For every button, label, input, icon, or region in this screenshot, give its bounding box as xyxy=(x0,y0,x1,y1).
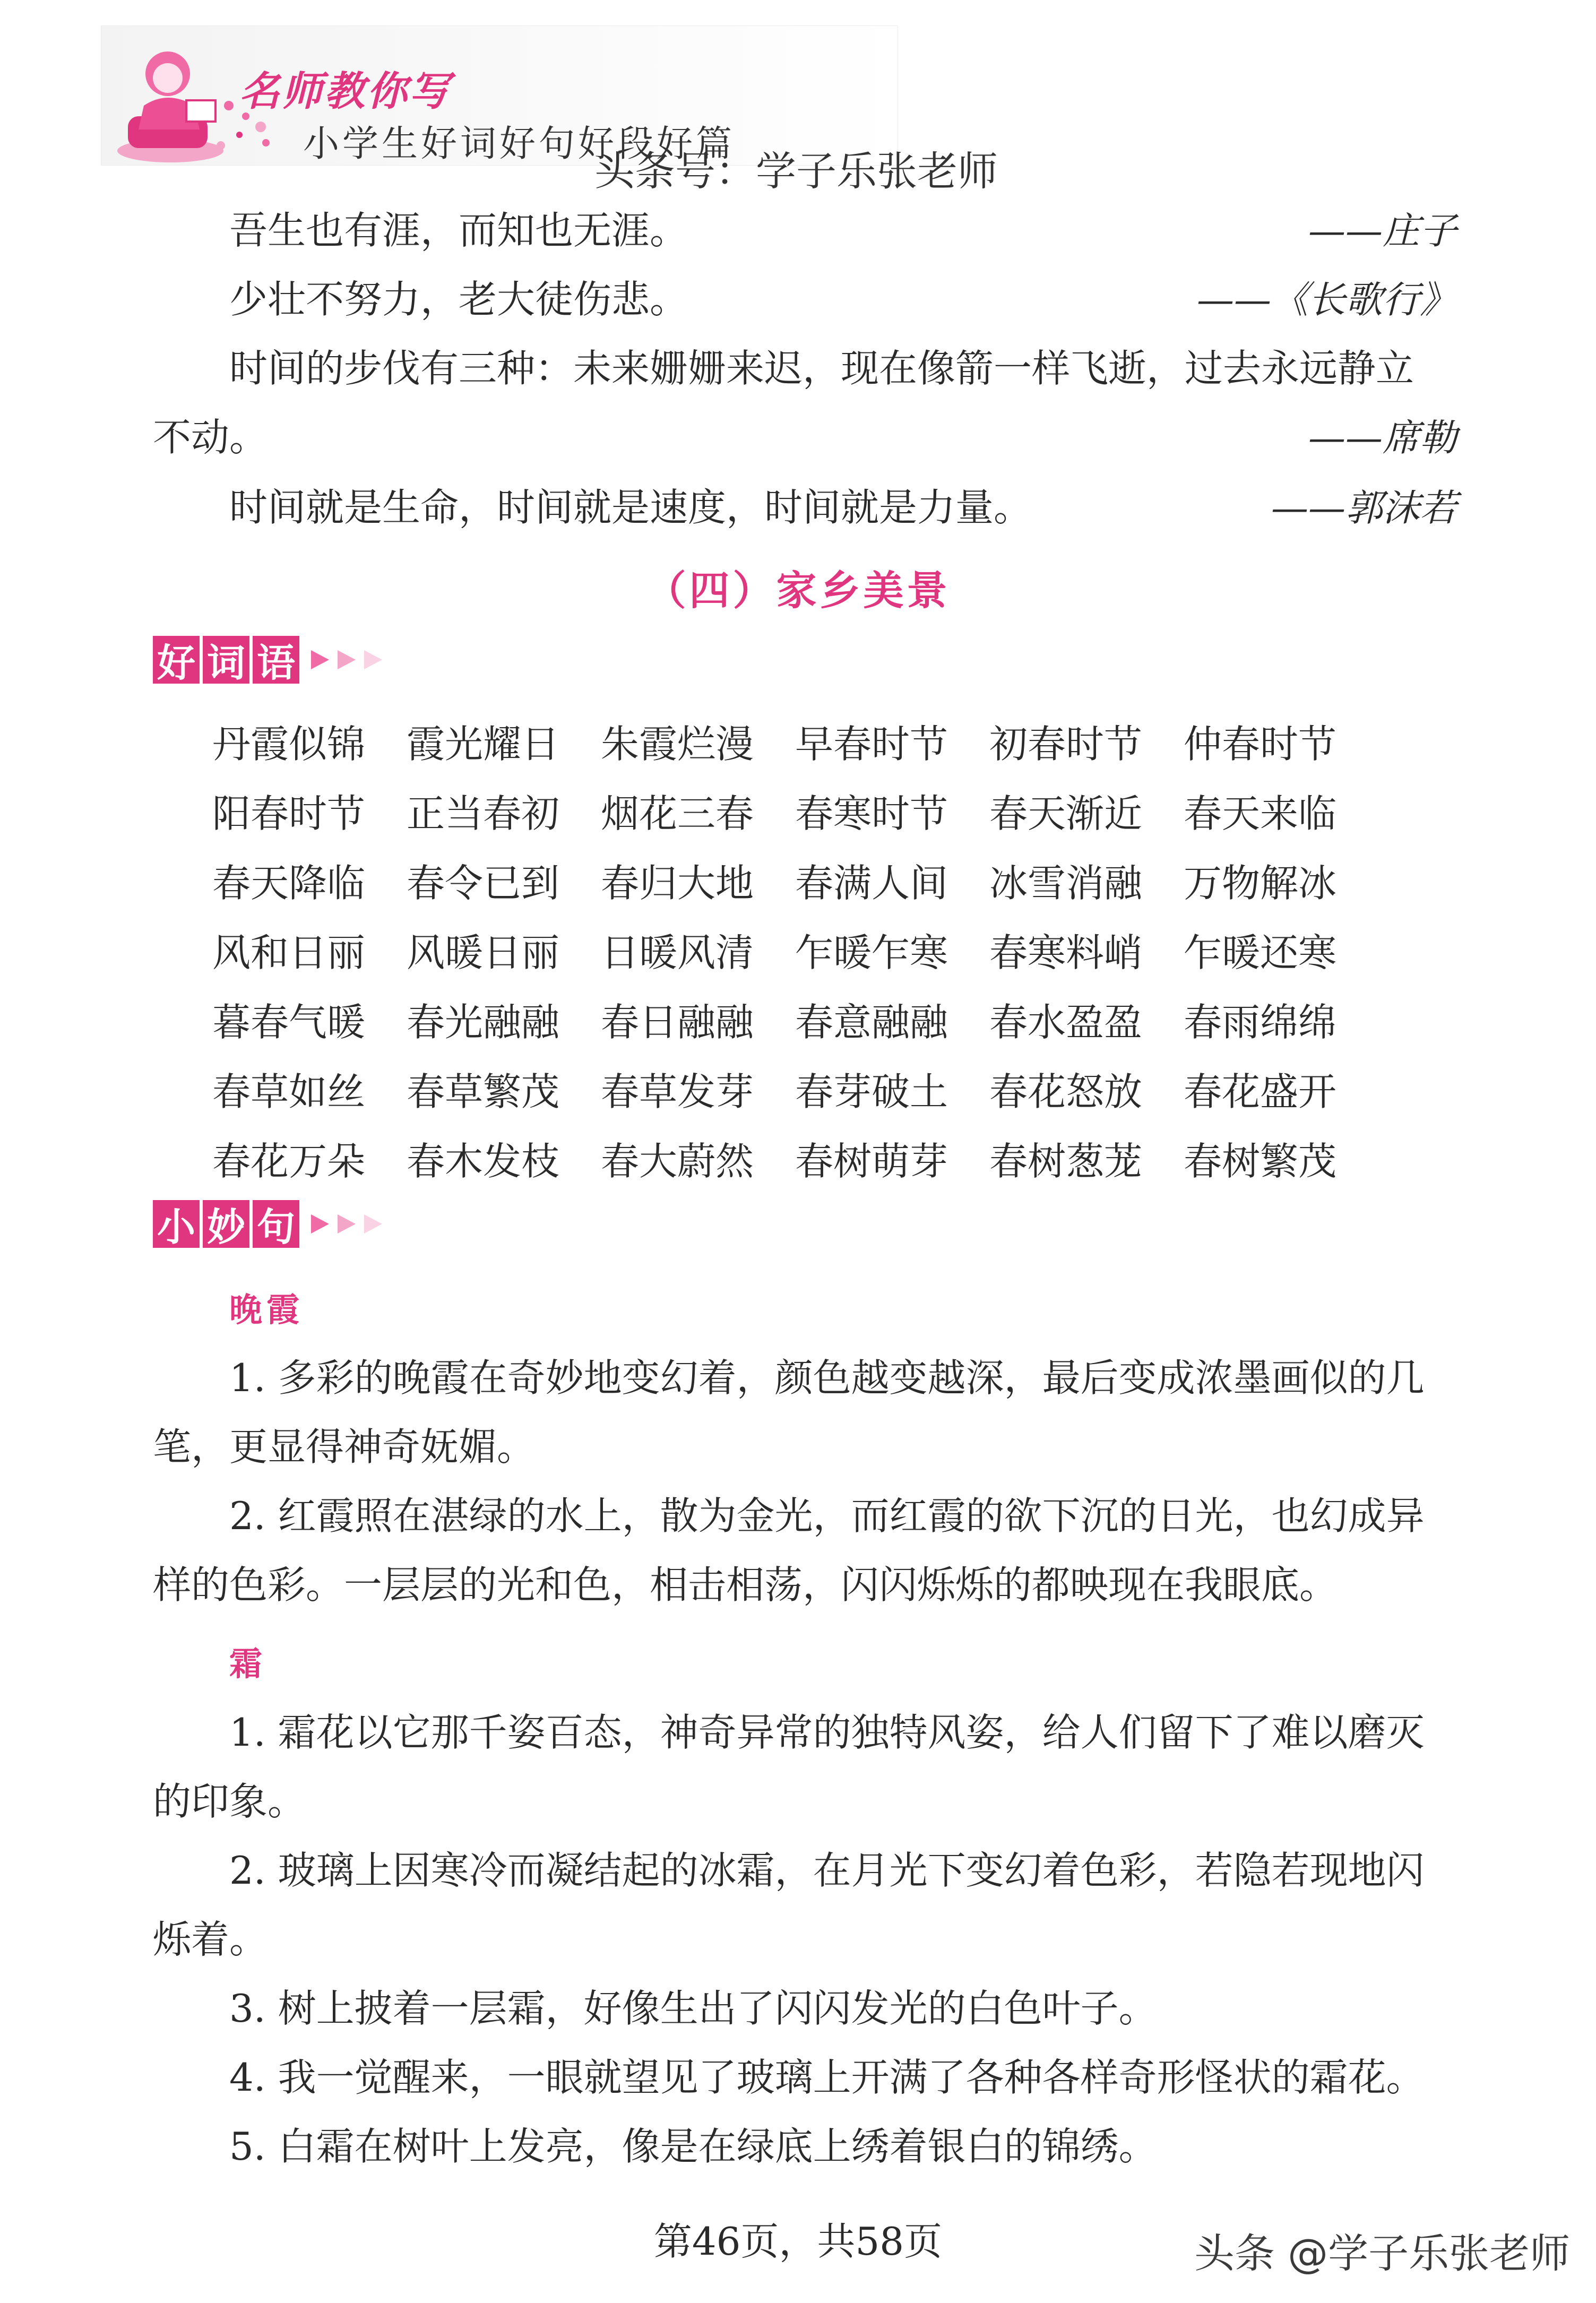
word-item: 春满人间 xyxy=(795,860,948,905)
sentence-line: 5. 白霜在树叶上发亮，像是在绿底上绣着银白的锦绣。 xyxy=(229,2124,1157,2169)
word-item: 霞光耀日 xyxy=(407,721,560,766)
word-item: 风暖日丽 xyxy=(407,930,560,975)
word-row xyxy=(212,775,1380,845)
word-item: 早春时节 xyxy=(795,721,948,766)
word-item: 日暖风清 xyxy=(601,930,754,975)
label-char: 小 xyxy=(153,1200,200,1248)
word-item: 朱霞烂漫 xyxy=(601,721,754,766)
word-item: 风和日丽 xyxy=(212,930,366,975)
quote-text: 少壮不努力，老大徒伤悲。 xyxy=(229,277,688,322)
word-item: 春日融融 xyxy=(601,999,754,1045)
sentence-line: 1. 霜花以它那千姿百态，神奇异常的独特风姿，给人们留下了难以磨灭 xyxy=(229,1710,1425,1755)
word-item: 烟花三春 xyxy=(601,791,754,836)
word-item: 春雨绵绵 xyxy=(1184,999,1337,1045)
word-item: 春天来临 xyxy=(1184,791,1337,836)
word-item: 仲春时节 xyxy=(1184,721,1337,766)
word-item: 春树葱茏 xyxy=(989,1138,1143,1184)
top-watermark: 头条号：学子乐张老师 xyxy=(594,148,998,195)
quote-text-continued: 不动。 xyxy=(153,415,268,460)
word-item: 春光融融 xyxy=(407,999,560,1045)
quote-text: 时间的步伐有三种：未来姗姗来迟，现在像箭一样飞逝，过去永远静立 xyxy=(229,346,1414,391)
label-char: 好 xyxy=(153,636,200,684)
word-item: 春草繁茂 xyxy=(407,1069,560,1114)
sentence-line: 的印象。 xyxy=(153,1779,306,1824)
word-item: 万物解冰 xyxy=(1184,860,1337,905)
word-item: 春天渐近 xyxy=(989,791,1143,836)
word-item: 冰雪消融 xyxy=(989,860,1143,905)
label-char: 妙 xyxy=(203,1200,249,1248)
word-item: 春大蔚然 xyxy=(601,1138,754,1184)
word-item: 春寒时节 xyxy=(795,791,948,836)
label-char: 词 xyxy=(203,636,249,684)
triple-arrow-icon xyxy=(308,1212,387,1236)
bottom-watermark: 头条 @学子乐张老师 xyxy=(1194,2230,1571,2277)
page-number: 第46页，共58页 xyxy=(653,2219,943,2264)
word-item: 暮春气暖 xyxy=(212,999,366,1045)
subsection-title: 霜 xyxy=(229,1644,267,1683)
word-item: 春花盛开 xyxy=(1184,1069,1337,1114)
sentence-line: 笔，更显得神奇妩媚。 xyxy=(153,1425,536,1469)
word-item: 春草发芽 xyxy=(601,1069,754,1114)
label-char: 句 xyxy=(253,1200,299,1248)
word-item: 春花怒放 xyxy=(989,1069,1143,1114)
section-heading: （四）家乡美景 xyxy=(645,567,951,614)
sentence-line: 2. 红霞照在湛绿的水上，散为金光，而红霞的欲下沉的日光，也幻成异 xyxy=(229,1494,1425,1538)
word-item: 春草如丝 xyxy=(212,1069,366,1114)
quote-author: ——郭沫若 xyxy=(1271,486,1457,530)
word-row xyxy=(212,984,1380,1054)
word-item: 丹霞似锦 xyxy=(212,721,366,766)
word-item: 春树萌芽 xyxy=(795,1138,948,1184)
word-item: 正当春初 xyxy=(407,791,560,836)
sentence-line: 4. 我一觉醒来，一眼就望见了玻璃上开满了各种各样奇形怪状的霜花。 xyxy=(229,2055,1425,2100)
word-item: 春意融融 xyxy=(795,999,948,1045)
good-words-grid xyxy=(212,706,1380,1193)
word-item: 春芽破土 xyxy=(795,1069,948,1114)
quote-author: ——《长歌行》 xyxy=(1197,278,1457,322)
word-row xyxy=(212,915,1380,984)
word-item: 乍暖还寒 xyxy=(1184,930,1337,975)
book-title: 小学生好词好句好段好篇 xyxy=(303,123,736,165)
word-item: 春寒料峭 xyxy=(989,930,1143,975)
word-row xyxy=(212,845,1380,915)
word-item: 春木发枝 xyxy=(407,1138,560,1184)
word-item: 乍暖乍寒 xyxy=(795,930,948,975)
word-item: 春树繁茂 xyxy=(1184,1138,1337,1184)
word-item: 春天降临 xyxy=(212,860,366,905)
good-sentences-label xyxy=(153,1198,387,1249)
sentence-line: 3. 树上披着一层霜，好像生出了闪闪发光的白色叶子。 xyxy=(229,1986,1157,2031)
sentence-line: 2. 玻璃上因寒冷而凝结起的冰霜，在月光下变幻着色彩，若隐若现地闪 xyxy=(229,1848,1425,1893)
quote-text: 吾生也有涯，而知也无涯。 xyxy=(229,208,688,253)
subsection-title: 晚霞 xyxy=(229,1290,304,1329)
quote-author: ——席勒 xyxy=(1308,416,1457,460)
word-row xyxy=(212,706,1380,775)
word-item: 初春时节 xyxy=(989,721,1143,766)
word-item: 春令已到 xyxy=(407,860,560,905)
word-item: 春水盈盈 xyxy=(989,999,1143,1045)
series-title: 名师教你写 xyxy=(239,67,452,115)
triple-arrow-icon xyxy=(308,648,387,671)
quote-author: ——庄子 xyxy=(1308,209,1457,253)
word-row xyxy=(212,1123,1380,1193)
good-words-label xyxy=(153,634,387,685)
word-row xyxy=(212,1054,1380,1123)
quote-text: 时间就是生命，时间就是速度，时间就是力量。 xyxy=(229,485,1032,530)
sentence-line: 1. 多彩的晚霞在奇妙地变幻着，颜色越变越深，最后变成浓墨画似的几 xyxy=(229,1356,1425,1400)
word-item: 春花万朵 xyxy=(212,1138,366,1184)
sentence-line: 样的色彩。一层层的光和色，相击相荡，闪闪烁烁的都映现在我眼底。 xyxy=(153,1563,1338,1607)
word-item: 阳春时节 xyxy=(212,791,366,836)
sentence-line: 烁着。 xyxy=(153,1917,268,1962)
word-item: 春归大地 xyxy=(601,860,754,905)
label-char: 语 xyxy=(253,636,299,684)
